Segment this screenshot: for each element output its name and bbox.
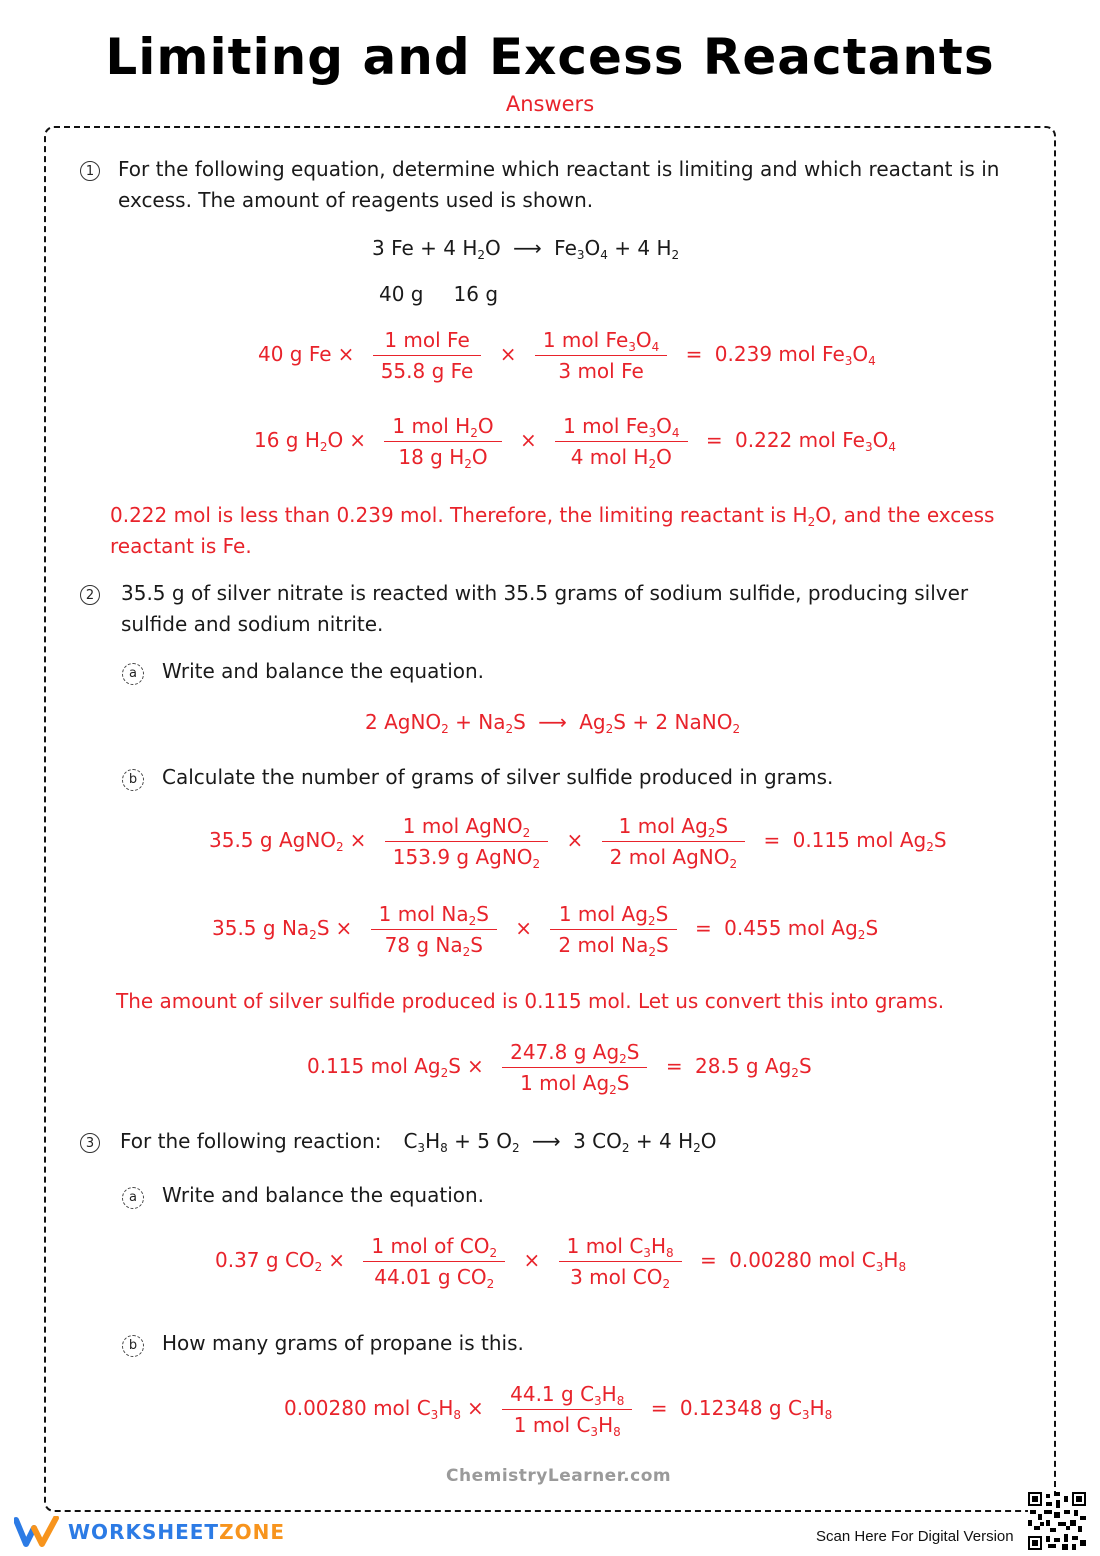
question-2-text: 35.5 g of silver nitrate is reacted with 35.5 grams of sodium sulfide, producing silver sulfide and sodium nitrite. [121, 581, 969, 636]
q3-part-b-text: How many grams of propane is this. [162, 1331, 524, 1355]
worksheetzone-logo-icon [14, 1516, 62, 1552]
question-1-number: 1 [80, 160, 100, 181]
q2-part-b-text: Calculate the number of grams of silver sulfide produced in grams. [162, 765, 834, 789]
question-3-number: 3 [80, 1132, 100, 1153]
q1-calc-fe: 40 g Fe × $\frac{\text{1 mol Fe}}{\text{55.8 g Fe}}$ × $\frac{1 mol Fe_3O_4}{\text{3 mol Fe}}$ = 0.239 mol $Fe_3O_4$ [258, 328, 876, 383]
q1-equation: 3 Fe + 4 $H_2O$ ⟶ $Fe_3O_4 + 4$ $H_2$ [372, 236, 680, 262]
q2-calc-na2s: 35.5 g $Na_2S$ × $\frac{1 mol Na_2S}{78 g Na_2S}$ × $\frac{1 mol Ag_2S}{2 mol Na_2S}$ = 0.455 mol $Ag_2S$ [212, 902, 879, 959]
q3-part-b-label: b [122, 1334, 144, 1357]
q2-calc-grams: 0.115 mol $Ag_2S$ × $\frac{247.8 g Ag_2S}{1 mol Ag_2S}$ = 28.5 g $Ag_2S$ [307, 1040, 812, 1097]
qr-code-icon[interactable] [1028, 1492, 1086, 1550]
worksheetzone-wordmark: WORKSHEETZONE [68, 1520, 285, 1544]
q2-balanced-equation: 2 AgNO$_2$ + $Na_2S$ ⟶ $Ag_2S + 2$ NaNO$_2$ [365, 710, 741, 736]
page-title: Limiting and Excess Reactants [105, 28, 995, 86]
question-2-number: 2 [80, 584, 100, 605]
q1-conclusion: 0.222 mol is less than 0.239 mol. Therefore, the limiting reactant is $H_2O$, and the excess reactant is Fe. [110, 503, 995, 558]
q2-part-a-text: Write and balance the equation. [162, 659, 485, 683]
q3-part-a-label: a [122, 1186, 144, 1209]
q2-part-b-label: b [122, 768, 144, 791]
q2-part-a-label: a [122, 662, 144, 685]
page-subtitle: Answers [505, 92, 595, 116]
q3-calc-moles: 0.37 g $CO_2$ × $\frac{1 mol of CO_2}{44.01 g CO_2}$ × $\frac{1 mol C_3H_8}{3 mol CO_2}$ = 0.00280 mol $C_3H_8$ [215, 1234, 907, 1291]
question-3-text: For the following reaction: $C_3H_8 + 5$ $O_2$ ⟶ 3 $CO_2 + 4$ $H_2O$ [120, 1129, 717, 1155]
footer-brand: ChemistryLearner.com [446, 1466, 672, 1486]
q2-conclusion: The amount of silver sulfide produced is 0.115 mol. Let us convert this into grams. [116, 989, 945, 1013]
q1-calc-h2o: 16 g $H_2O$ × $\frac{1 mol H_2O}{18 g H_2O}$ × $\frac{1 mol Fe_3O_4}{4 mol H_2O}$ = 0.222 mol $Fe_3O_4$ [254, 414, 897, 471]
q3-part-a-text: Write and balance the equation. [162, 1183, 485, 1207]
q2-calc-agno2: 35.5 g AgNO$_2$ × $\frac{1 mol AgNO_2}{153.9 g AgNO_2}$ × $\frac{1 mol Ag_2S}{2 mol AgNO_2}$ = 0.115 mol $Ag_2S$ [209, 814, 947, 871]
q3-calc-grams: 0.00280 mol $C_3H_8$ × $\frac{44.1 g C_3H_8}{1 mol C_3H_8}$ = 0.12348 g $C_3H_8$ [284, 1382, 833, 1439]
q1-amounts: 40 g 16 g [379, 282, 499, 306]
question-1-text: For the following equation, determine which reactant is limiting and which reactant is in excess. The amount of reagents used is shown. [118, 157, 1000, 212]
scan-caption: Scan Here For Digital Version [816, 1528, 1014, 1545]
